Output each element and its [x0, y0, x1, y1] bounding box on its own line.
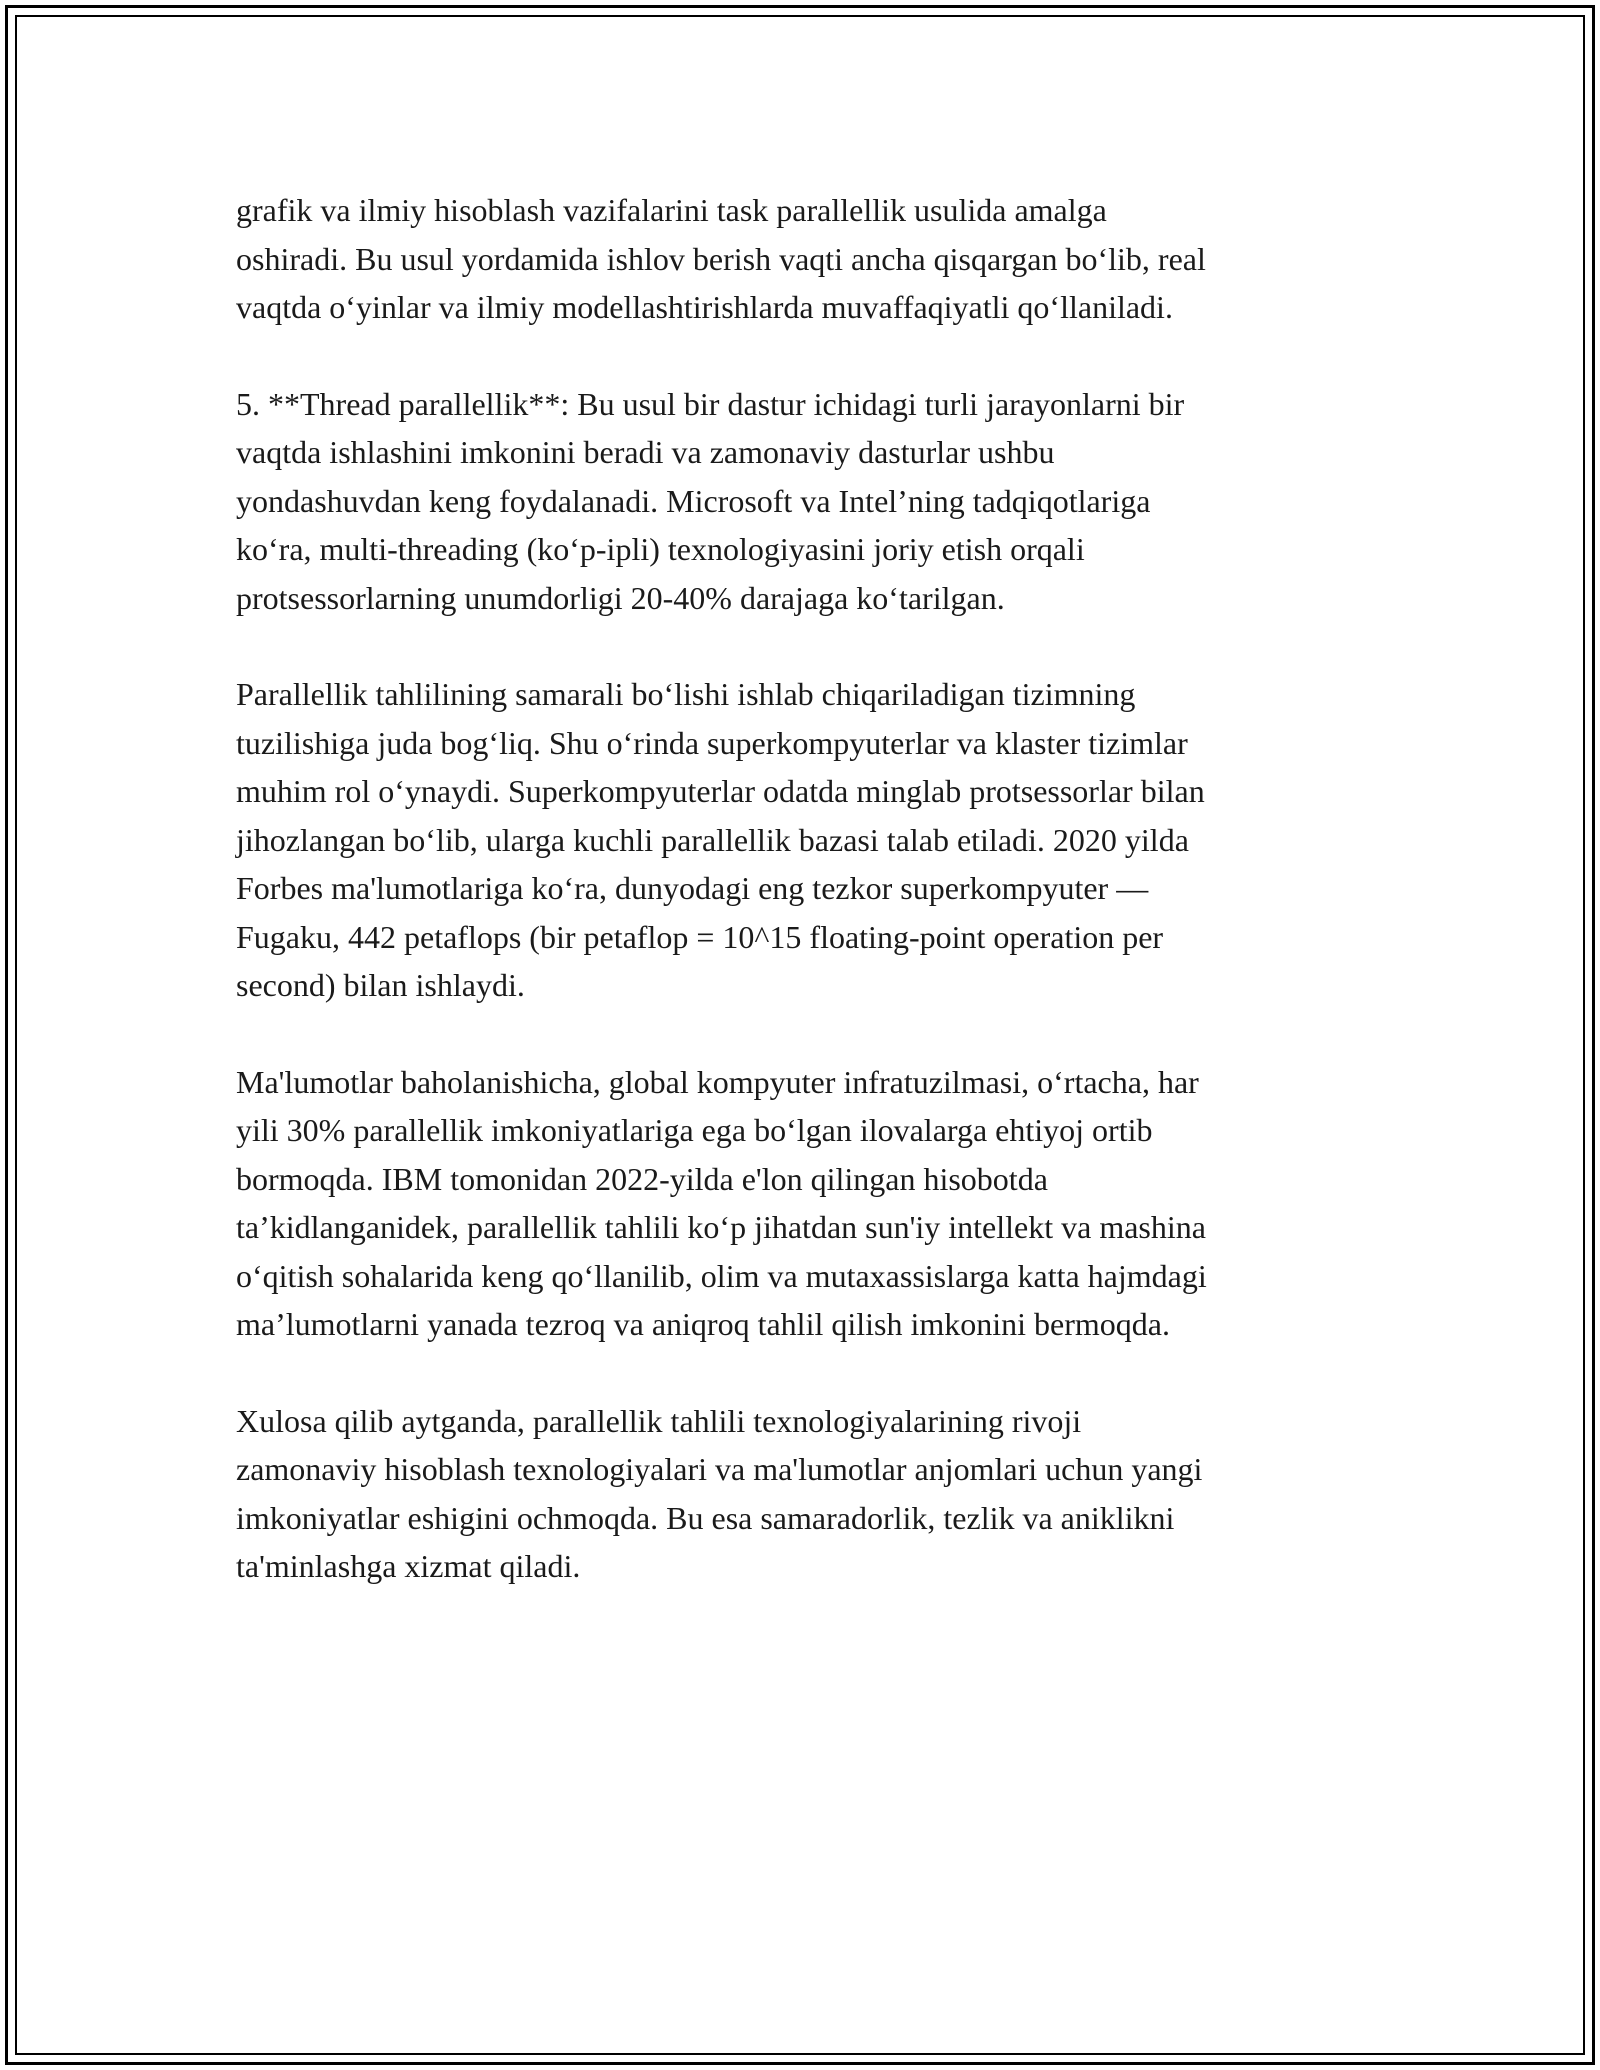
text-line: zamonaviy hisoblash texnologiyalari va ma'lumotlar anjomlari uchun yangi [236, 1451, 1203, 1487]
text-line: protsessorlarning unumdorligi 20-40% darajaga ko‘tarilgan. [236, 579, 1005, 616]
document-body [236, 186, 1366, 1639]
text-line: yondashuvdan keng foydalanadi. Microsoft va Intel’ning tadqiqotlariga [236, 482, 1151, 519]
text-line: grafik va ilmiy hisoblash vazifalarini task parallellik usulida amalga [236, 192, 1107, 228]
paragraph-conclusion [236, 1397, 1366, 1591]
text-line: oshiradi. Bu usul yordamida ishlov berish vaqti ancha qisqargan bo‘lib, real [236, 240, 1206, 277]
paragraph-supercomputers [236, 670, 1366, 1010]
text-line: ta'minlashga xizmat qiladi. [236, 1548, 581, 1584]
text-line: vaqtda ishlashini imkonini beradi va zamonaviy dasturlar ushbu [236, 434, 1055, 470]
text-line: Fugaku, 442 petaflops (bir petaflop = 10^15 floating-point operation per [236, 918, 1164, 955]
text-line: jihozlangan bo‘lib, ularga kuchli parallellik bazasi talab etiladi. 2020 yilda [236, 821, 1189, 858]
text-line: Ma'lumotlar baholanishicha, global kompyuter infratuzilmasi, o‘rtacha, har [236, 1063, 1199, 1100]
text-line: Xulosa qilib aytganda, parallellik tahlili texnologiyalarining rivoji [236, 1402, 1082, 1439]
text-line: ko‘ra, multi-threading (ko‘p-ipli) texnologiyasini joriy etish orqali [236, 531, 1085, 567]
text-line: ma’lumotlarni yanada tezroq va aniqroq tahlil qilish imkonini bermoqda. [236, 1306, 1170, 1342]
text-line: second) bilan ishlaydi. [236, 967, 525, 1003]
text-line: tuzilishiga juda bog‘liq. Shu o‘rinda superkompyuterlar va klaster tizimlar [236, 724, 1188, 761]
text-line: muhim rol o‘ynaydi. Superkompyuterlar odatda minglab protsessorlar bilan [236, 773, 1205, 809]
text-line: Parallellik tahlilining samarali bo‘lishi ishlab chiqariladigan tizimning [236, 676, 1136, 712]
text-line: imkoniyatlar eshigini ochmoqda. Bu esa samaradorlik, tezlik va aniklikni [236, 1499, 1175, 1536]
paragraph-thread-parallelism [236, 380, 1366, 623]
text-line: Forbes ma'lumotlariga ko‘ra, dunyodagi eng tezkor superkompyuter — [236, 870, 1149, 906]
text-line: bormoqda. IBM tomonidan 2022-yilda e'lon qilingan hisobotda [236, 1160, 1048, 1197]
text-line: yili 30% parallellik imkoniyatlariga ega bo‘lgan ilovalarga ehtiyoj ortib [236, 1112, 1153, 1148]
text-line: vaqtda o‘yinlar va ilmiy modellashtirishlarda muvaffaqiyatli qo‘llaniladi. [236, 289, 1173, 325]
text-line: 5. **Thread parallellik**: Bu usul bir dastur ichidagi turli jarayonlarni bir [236, 385, 1185, 422]
paragraph-global-infrastructure [236, 1058, 1366, 1349]
text-line: ta’kidlanganidek, parallellik tahlili ko‘p jihatdan sun'iy intellekt va mashina [236, 1209, 1206, 1245]
text-line: o‘qitish sohalarida keng qo‘llanilib, olim va mutaxassislarga katta hajmdagi [236, 1257, 1207, 1294]
paragraph-task-parallelism-end [236, 186, 1366, 332]
